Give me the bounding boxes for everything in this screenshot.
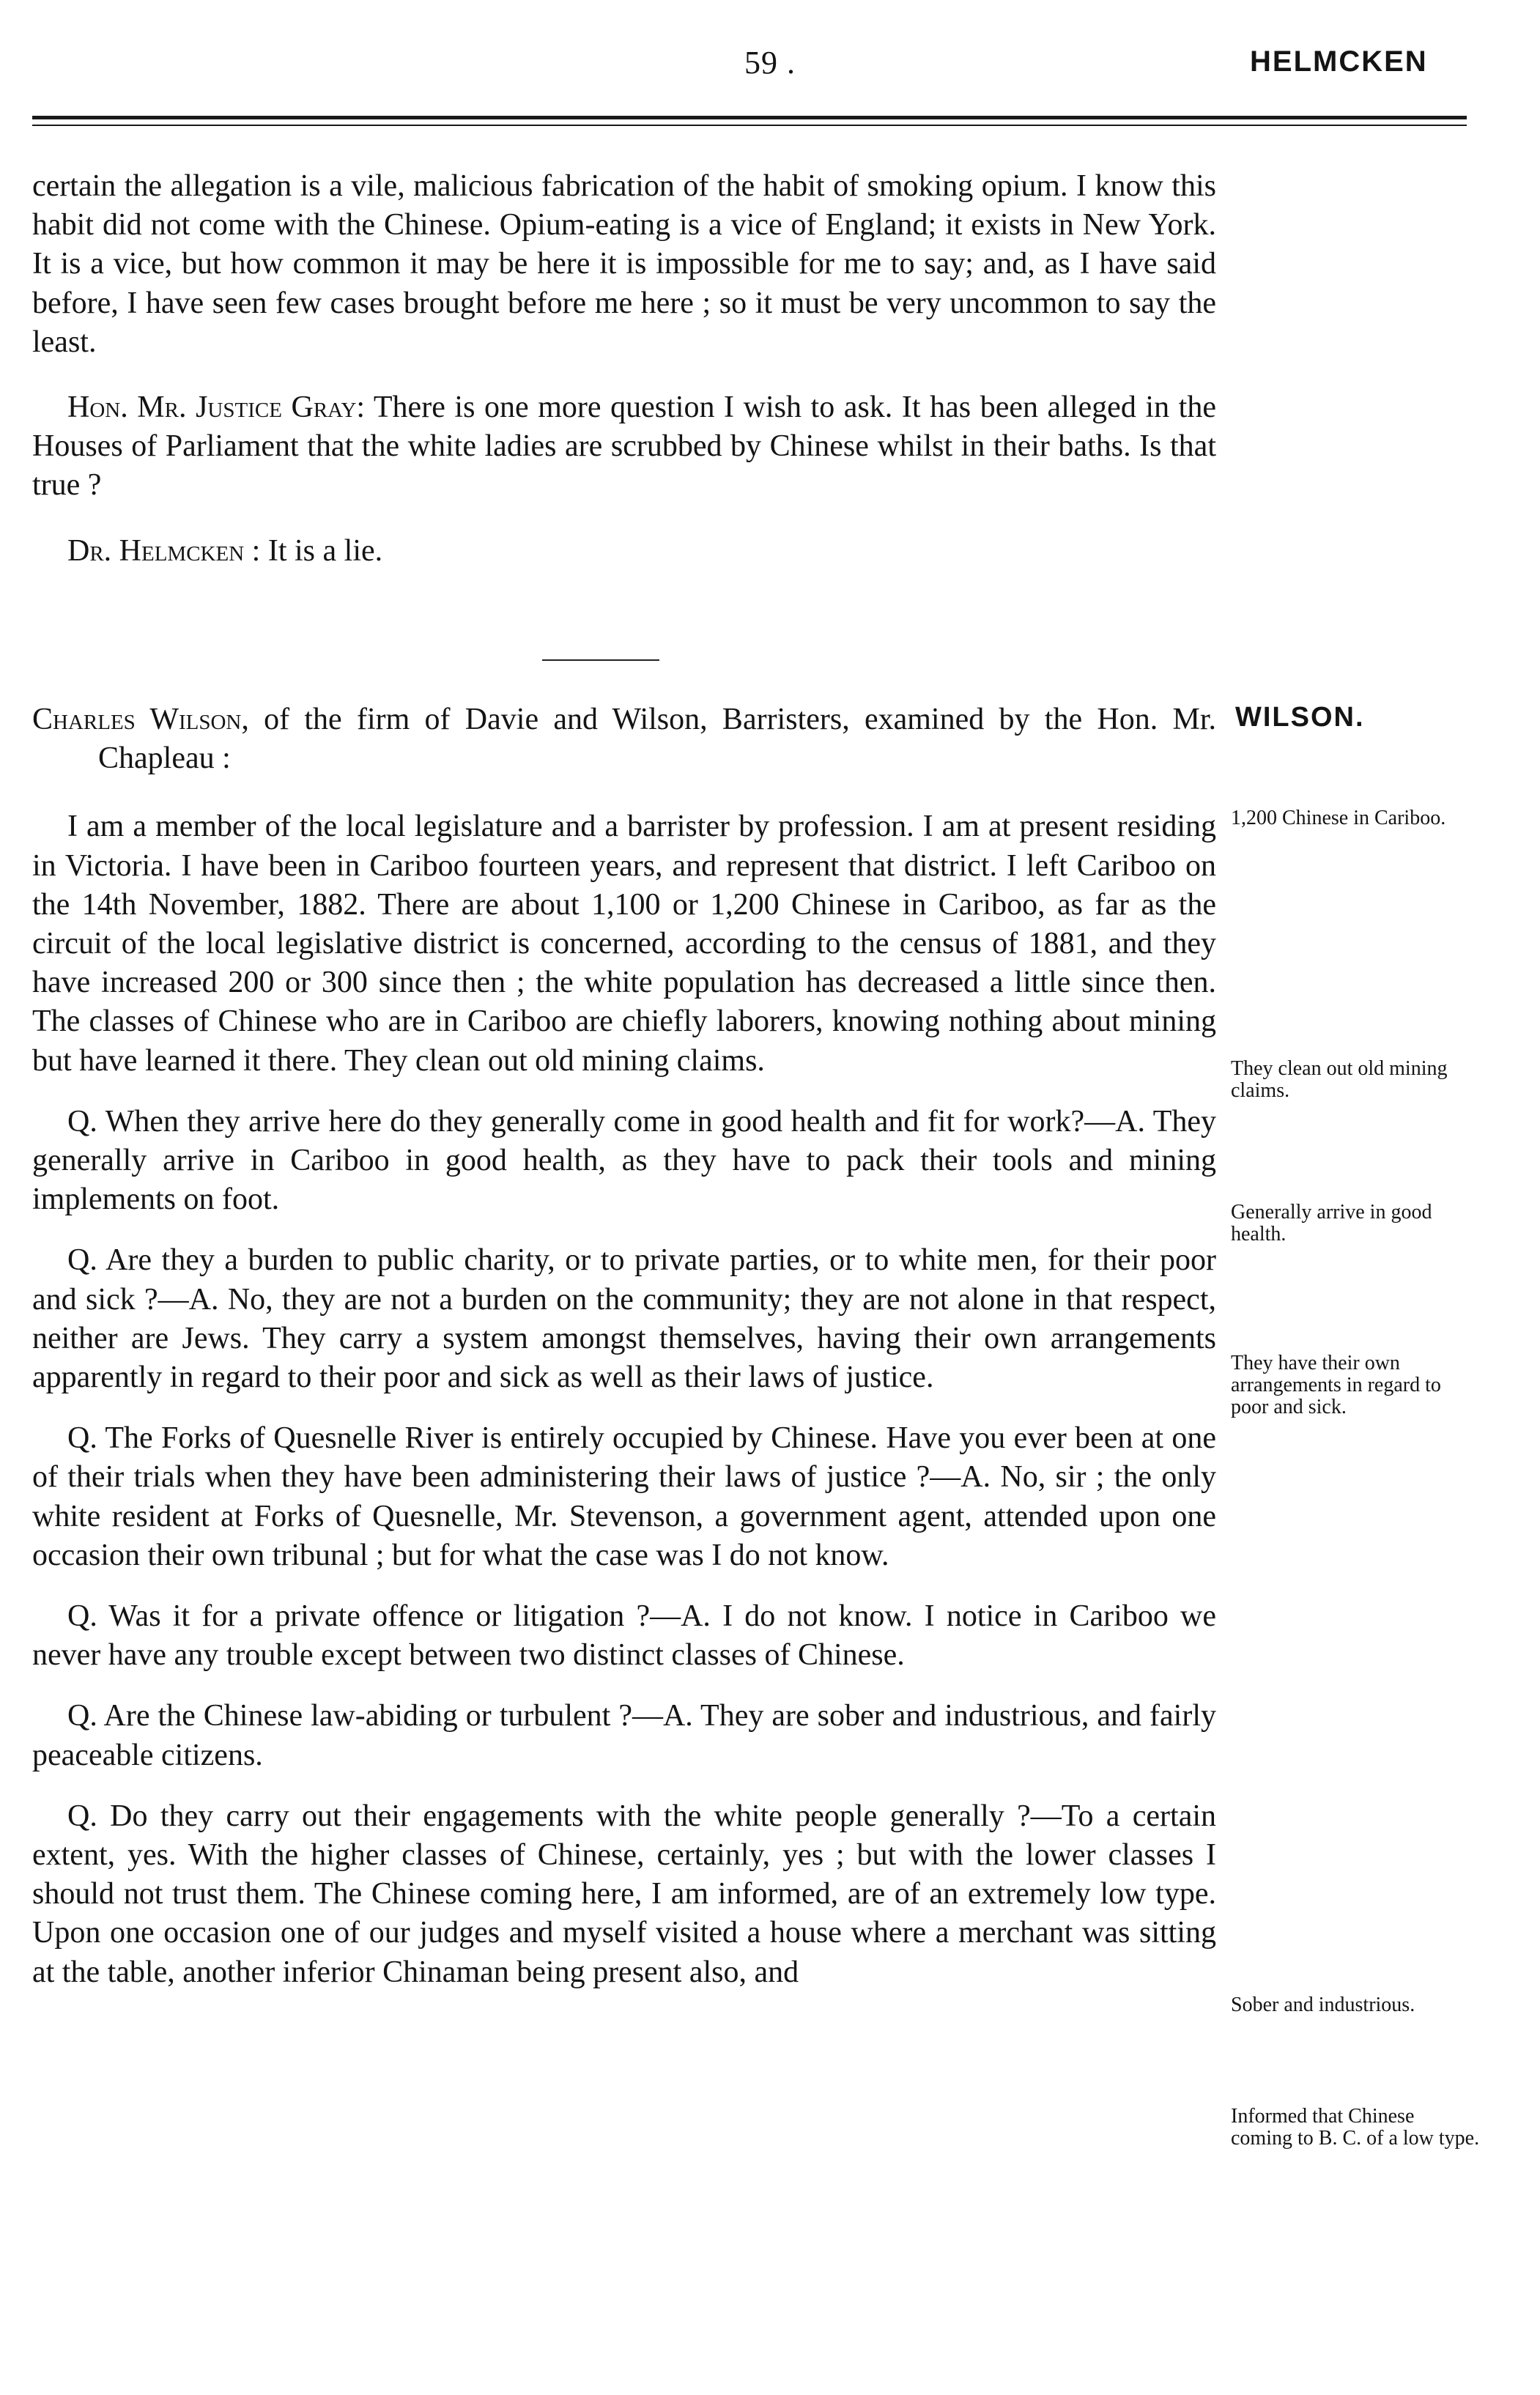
margin-witness-heading: WILSON. — [1235, 702, 1365, 733]
paragraph-litigation: Q. Was it for a private offence or litigation ?—A. I do not know. I notice in Cariboo we never have any trouble except between two distinct classes of Chinese. — [32, 1599, 1216, 1673]
question-justice-gray: There is one more question I wish to ask. It has been alleged in the Houses of Parliament that the white ladies are scrubbed by Chinese whilst in their baths. Is that true ? — [32, 390, 1216, 503]
speaker-helmcken: Dr. Helmcken : — [67, 533, 261, 568]
margin-note-chinese-in-cariboo: 1,200 Chinese in Cariboo. — [1231, 807, 1446, 829]
testimony-column-a — [32, 167, 1216, 571]
margin-note-own-arrangements: They have their own arrangements in regard to poor and sick. — [1231, 1352, 1441, 1418]
header-rule-thick — [32, 116, 1467, 119]
answer-helmcken: It is a lie. — [260, 533, 383, 568]
page-number: 59 . — [744, 45, 796, 81]
header-rule-thin — [32, 125, 1467, 126]
testimony-column-b — [32, 700, 1216, 1992]
paragraph-health: Q. When they arrive here do they generally come in good health and fit for work?—A. They generally arrive in Cariboo in good health, as they have to pack their tools and mining implements on foot. — [32, 1104, 1216, 1217]
margin-note-good-health: Generally arrive in good health. — [1231, 1201, 1432, 1245]
paragraph-charity: Q. Are they a burden to public charity, or to private parties, or to white men, for their poor and sick ?—A. No, they are not a burden on the community; they are not alone in that respect, neither are Jews. They carry a system amongst themselves, having their own arrangements apparently in regard to their poor and sick as well as their laws of justice. — [32, 1243, 1216, 1395]
paragraph-wilson-statement: I am a member of the local legislature and a barrister by profession. I am at present residing in Victoria. I have been in Cariboo fourteen years, and represent that district. I left Cariboo on the 14th November, 1882. There are about 1,100 or 1,200 Chinese in Cariboo, as far as the circuit of the local legislative district is concerned, according to the census of 1881, and they have increased 200 or 300 since then ; the white population has decreased a little since then. The classes of Chinese who are in Cariboo are chiefly laborers, knowing nothing about mining but have learned it there. They clean out old mining claims. — [32, 810, 1216, 1078]
paragraph-helmcken-answer — [32, 532, 1216, 571]
paragraph-law-abiding: Q. Are the Chinese law-abiding or turbulent ?—A. They are sober and industrious, and fairly peaceable citizens. — [32, 1699, 1216, 1772]
paragraph-engagements: Q. Do they carry out their engagements with the white people generally ?—To a certain extent, yes. With the higher classes of Chinese, certainly, yes ; but with the lower classes I should not trust them. The Chinese coming here, I am informed, are of an extremely low type. Upon one occasion one of our judges and myself visited a house where a merchant was sitting at the table, another inferior Chinaman being present also, and — [32, 1799, 1216, 1989]
paragraph-justice-gray — [32, 388, 1216, 506]
paragraph-wilson-intro — [32, 700, 1216, 778]
speaker-justice-gray: Hon. Mr. Justice Gray: — [67, 390, 366, 425]
paragraph-opium: certain the allegation is a vile, malicious fabrication of the habit of smoking opium. I know this habit did not come with the Chinese. Opium-eating is a vice of England; it exists in New York. It is a vice, but how common it may be here it is impossible for me to say; and, as I have said before, I have seen few cases brought before me here ; so it must be very uncommon to say the least. — [32, 169, 1216, 359]
running-head: HELMCKEN — [1250, 45, 1428, 78]
section-divider — [542, 659, 659, 661]
margin-note-mining-claims: They clean out old mining claims. — [1231, 1057, 1448, 1102]
paragraph-quesnelle: Q. The Forks of Quesnelle River is entirely occupied by Chinese. Have you ever been at one of their trials when they have been administering their laws of justice ?—A. No, sir ; the only white resident at Forks of Quesnelle, Mr. Stevenson, a government agent, attended upon one occasion their own tribunal ; but for what the case was I do not know. — [32, 1421, 1216, 1572]
witness-name: Charles Wilson, — [32, 703, 249, 736]
margin-note-sober: Sober and industrious. — [1231, 1994, 1415, 2016]
margin-note-low-type: Informed that Chinese coming to B. C. of a low type. — [1231, 2105, 1480, 2150]
witness-intro: of the firm of Davie and Wilson, Barristers, examined by the Hon. Mr. Chapleau : — [98, 703, 1216, 776]
